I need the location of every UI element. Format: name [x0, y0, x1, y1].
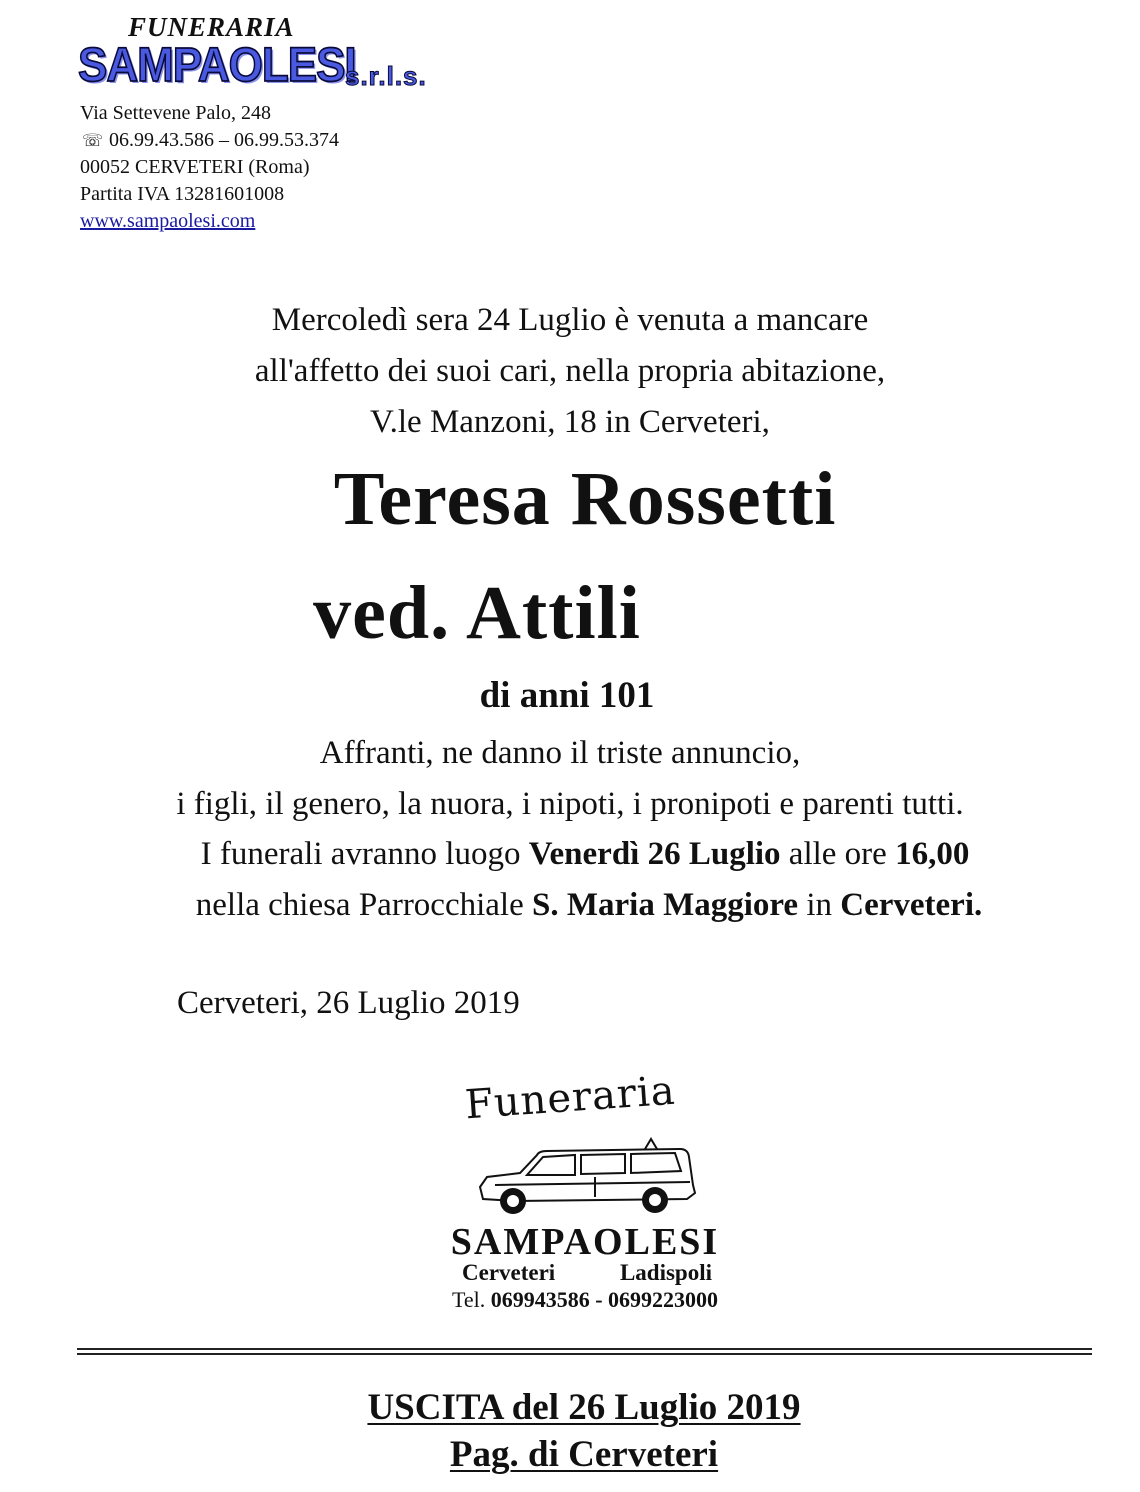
divider-top	[77, 1348, 1092, 1350]
intro-line-1: Mercoledì sera 24 Luglio è venuta a mancare	[271, 302, 869, 338]
company-vat: Partita IVA 13281601008	[80, 183, 285, 205]
logo-city-2: Ladispoli	[619, 1260, 712, 1285]
logo-telephone: Tel. 069943586 - 0699223000	[451, 1287, 719, 1312]
logo-name: SAMPAOLESI	[450, 1221, 720, 1263]
deceased-age: di anni 101	[479, 675, 655, 716]
funeral-time: 16,00	[895, 836, 970, 872]
header-label: FUNERARIA	[128, 12, 295, 42]
funeral-day: Venerdì 26 Luglio	[528, 836, 781, 872]
deceased-name: Teresa Rossetti	[333, 457, 837, 541]
company-website-link[interactable]: www.sampaolesi.com	[80, 210, 256, 232]
funeral-town: Cerveteri.	[840, 887, 983, 923]
hearse-icon	[475, 1137, 700, 1222]
divider-bottom	[77, 1353, 1092, 1355]
funeral-place-line: nella chiesa Parrocchiale S. Maria Maggiore in Cerveteri.	[195, 887, 983, 923]
logo-tel-numbers: 069943586 - 0699223000	[490, 1287, 719, 1312]
logo-city-1: Cerveteri	[462, 1260, 556, 1285]
intro-line-2: all'affetto dei suoi cari, nella propria abitazione,	[254, 353, 886, 389]
company-phones: 06.99.43.586 – 06.99.53.374	[109, 129, 339, 151]
company-phones-line	[80, 127, 339, 154]
publication-date: USCITA del 26 Luglio 2019	[367, 1387, 801, 1428]
company-city: 00052 CERVETERI (Roma)	[80, 156, 310, 178]
funeral-church: S. Maria Maggiore	[532, 887, 799, 923]
mourners-line-1: Affranti, ne danno il triste annuncio,	[319, 735, 801, 771]
place-and-date: Cerveteri, 26 Luglio 2019	[177, 985, 520, 1021]
funeral-home-logo	[430, 1067, 750, 1315]
telephone-icon: ☏	[82, 131, 104, 150]
brand-suffix: s.r.l.s.	[345, 61, 427, 91]
brand-logo-text: SAMPAOLESI	[78, 38, 356, 92]
company-address: Via Settevene Palo, 248	[80, 102, 271, 124]
funeral-time-line: I funerali avranno luogo Venerdì 26 Luglio alle ore 16,00	[200, 836, 970, 872]
company-contact-block	[80, 100, 339, 235]
deceased-married-name: ved. Attili	[313, 571, 641, 655]
logo-cities	[462, 1260, 712, 1286]
logo-word: Funeraria	[463, 1067, 678, 1129]
intro-line-3: V.le Manzoni, 18 in Cerveteri,	[370, 404, 770, 440]
publication-page: Pag. di Cerveteri	[449, 1434, 719, 1475]
mourners-line-2: i figli, il genero, la nuora, i nipoti, i pronipoti e parenti tutti.	[176, 786, 964, 822]
